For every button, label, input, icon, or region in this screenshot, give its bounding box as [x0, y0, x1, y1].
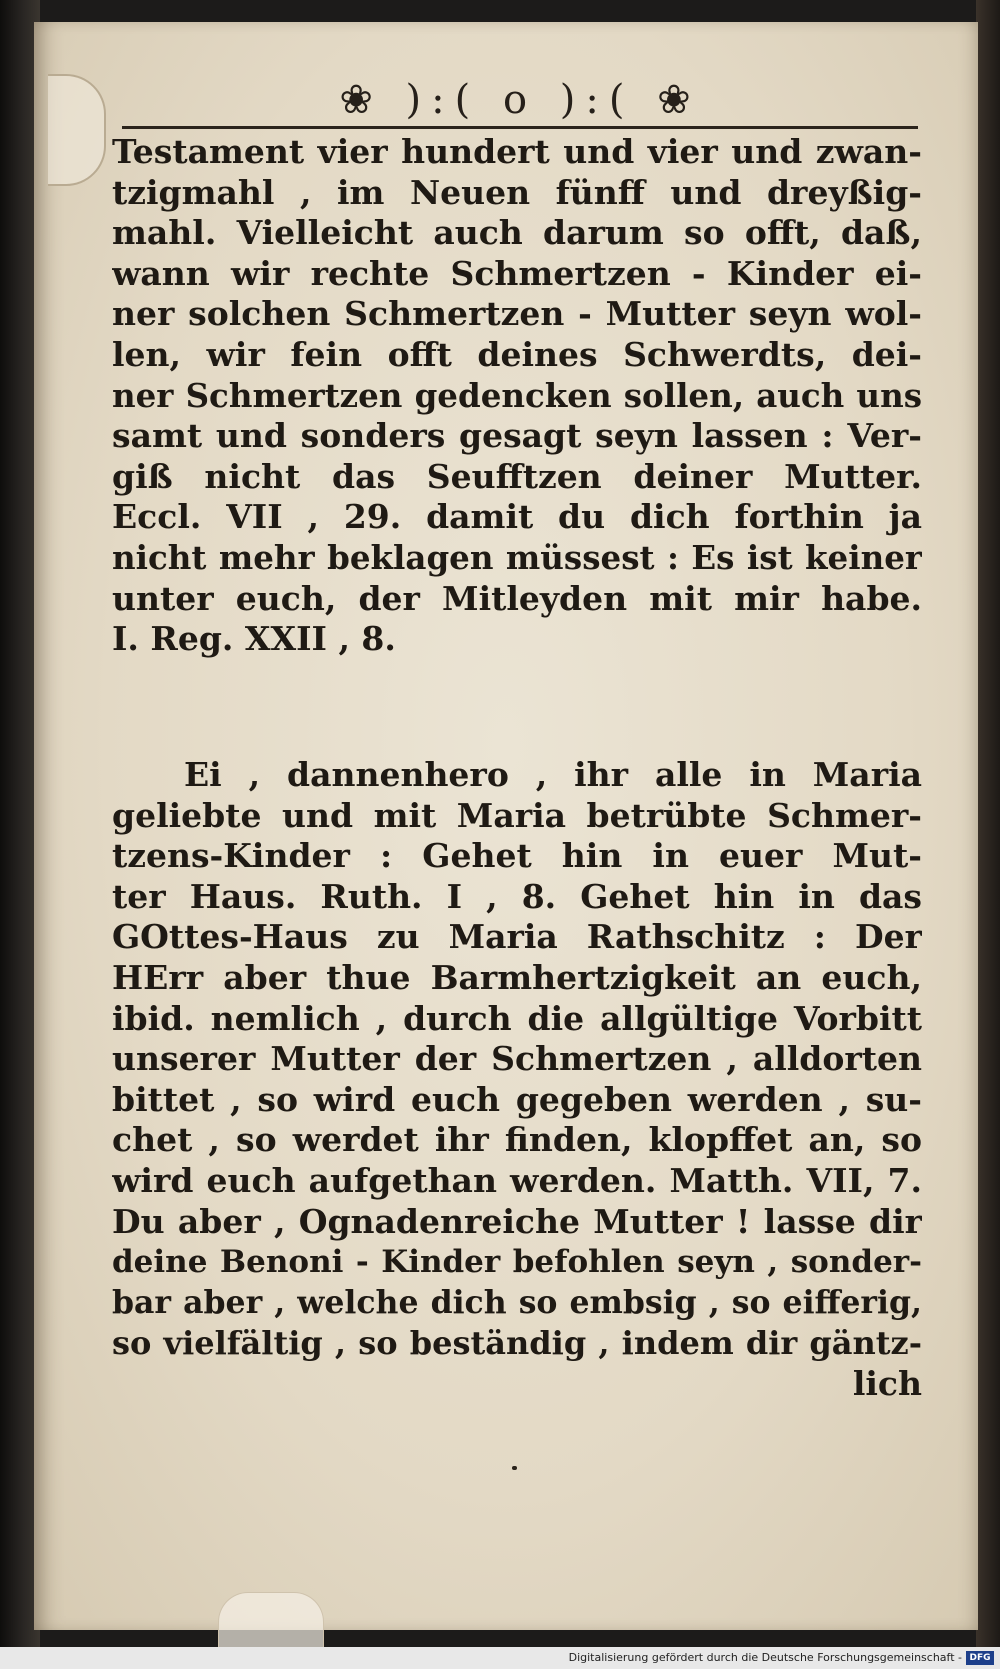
- text-line: giß nicht das Seufftzen deiner Mutter.: [112, 456, 922, 496]
- text-line: nicht mehr beklagen müssest : Es ist keiner: [112, 537, 922, 577]
- text-line: Eccl. VII , 29. damit du dich forthin ja: [112, 497, 922, 537]
- text-line: wann wir rechte Schmertzen - Kinder ei-: [112, 253, 922, 293]
- text-line: len, wir fein offt deines Schwerdts, dei-: [112, 334, 922, 374]
- text-line: samt und sonders gesagt seyn lassen : Ver-: [112, 416, 922, 456]
- text-line: so vielfältig , so beständig , indem dir gäntz-: [112, 1324, 922, 1363]
- page-edge: [976, 0, 1000, 1669]
- ink-speck: [512, 1466, 517, 1470]
- paragraph-1: [112, 132, 922, 660]
- header-rule: [122, 126, 918, 129]
- text-line: I. Reg. XXII , 8.: [112, 619, 396, 659]
- text-line: unter euch, der Mitleyden mit mir habe.: [112, 578, 922, 618]
- digitization-footer: [0, 1647, 1000, 1669]
- text-line: HErr aber thue Barmhertzigkeit an euch,: [112, 957, 922, 997]
- text-line: deine Benoni - Kinder befohlen seyn , sonder-: [112, 1244, 922, 1281]
- page-header: [120, 72, 920, 128]
- page-tab-marker: [48, 74, 106, 186]
- page-bottom-tab: [218, 1592, 324, 1647]
- text-line: GOttes-Haus zu Maria Rathschitz : Der: [112, 917, 922, 957]
- dfg-logo-icon: DFG: [966, 1651, 994, 1665]
- text-line: ter Haus. Ruth. I , 8. Gehet hin in das: [112, 876, 922, 916]
- text-line: tzens-Kinder : Gehet hin in euer Mut-: [112, 836, 922, 876]
- text-line: Ei , dannenhero , ihr alle in Maria: [184, 755, 922, 794]
- header-ornament: ❀ ):( o ):( ❀: [339, 77, 701, 123]
- text-line: ibid. nemlich , durch die allgültige Vorbitt: [112, 998, 922, 1038]
- text-line: bittet , so wird euch gegeben werden , su-: [112, 1079, 922, 1119]
- footer-credit-text: Digitalisierung gefördert durch die Deutsche Forschungsgemeinschaft -: [568, 1651, 962, 1664]
- text-line: geliebte und mit Maria betrübte Schmer-: [112, 795, 922, 835]
- text-line: tzigmahl , im Neuen fünff und dreyßig-: [112, 172, 922, 212]
- paragraph-2: [112, 755, 922, 1405]
- catchword: lich: [852, 1363, 922, 1403]
- text-line: bar aber , welche dich so embsig , so eifferig,: [112, 1283, 922, 1321]
- text-line: chet , so werdet ihr finden, klopffet an, so: [112, 1120, 922, 1160]
- text-line: mahl. Vielleicht auch darum so offt, daß,: [112, 213, 922, 253]
- text-line: Du aber , Ognadenreiche Mutter ! lasse dir: [112, 1201, 922, 1241]
- text-line: Testament vier hundert und vier und zwan-: [112, 132, 922, 171]
- text-line: unserer Mutter der Schmertzen , alldorten: [112, 1039, 922, 1079]
- text-line: ner Schmertzen gedencken sollen, auch uns: [112, 375, 922, 415]
- text-line: wird euch aufgethan werden. Matth. VII, 7.: [112, 1160, 922, 1200]
- text-line: ner solchen Schmertzen - Mutter seyn wol-: [112, 294, 922, 334]
